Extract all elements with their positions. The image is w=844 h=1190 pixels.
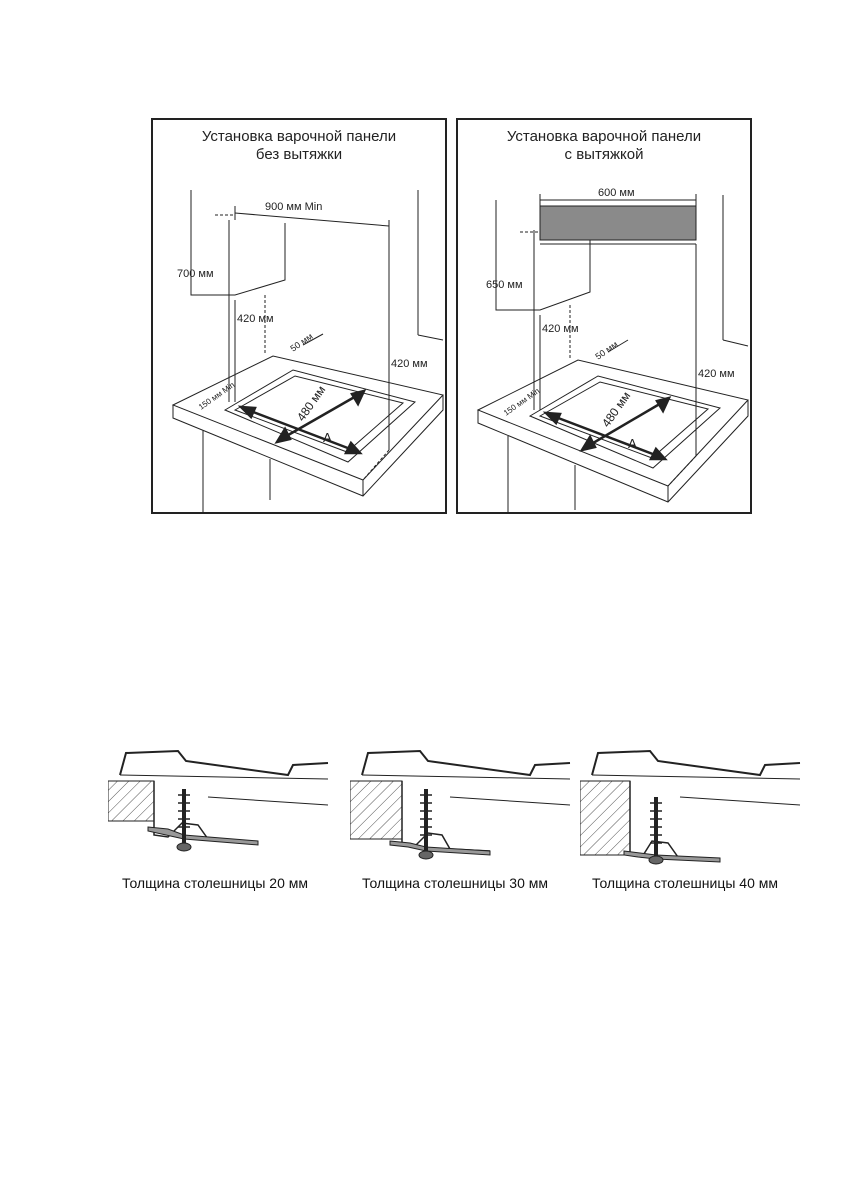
dim-depth-label: 480 мм: [293, 383, 329, 424]
hood: [540, 206, 696, 240]
countertop-caption-20: Толщина столешницы 20 мм: [122, 875, 309, 891]
mounting-bracket-40mm: [580, 745, 802, 865]
dim-front-gap-label: 150 мм Min: [501, 386, 542, 418]
panel-title-line1: Установка варочной панели: [506, 128, 702, 145]
dim-front-gap-label: 150 мм Min: [196, 380, 237, 412]
mounting-bracket-20mm: [108, 745, 330, 865]
countertop-section-20: [108, 745, 330, 865]
dim-a-label: A: [628, 436, 637, 451]
countertop-caption-40: Толщина столешницы 40 мм: [592, 875, 779, 891]
dim-height-left-label: 420 мм: [237, 313, 274, 325]
dim-height-right-label: 420 мм: [391, 358, 428, 370]
mounting-bracket-30mm: [350, 745, 572, 865]
dim-cabinet-height-label: 700 мм: [177, 268, 214, 280]
dim-side-gap-label: 50 мм: [288, 331, 315, 354]
dim-side-gap-label: 50 мм: [593, 339, 620, 362]
countertop-section-40: [580, 745, 802, 865]
dim-cabinet-height-label: 650 мм: [486, 279, 523, 291]
dim-a-label: A: [323, 430, 332, 445]
panel-title-line2: с вытяжкой: [564, 146, 644, 163]
installation-diagram-no-hood: [153, 120, 447, 514]
dim-width-line: [235, 213, 389, 226]
installation-diagram-with-hood: [458, 120, 752, 514]
panel-title-line2: без вытяжки: [255, 146, 343, 163]
hob-outline: [530, 376, 720, 468]
dim-width-label: 600 мм: [598, 187, 635, 199]
countertop-section-30: [350, 745, 572, 865]
countertop-caption-30: Толщина столешницы 30 мм: [362, 875, 549, 891]
panel-title-line1: Установка варочной панели: [201, 128, 397, 145]
dim-width-label: 900 мм Min: [265, 201, 323, 213]
install-without-hood-panel: [151, 118, 447, 514]
dim-depth-label: 480 мм: [598, 389, 634, 430]
dim-height-left-label: 420 мм: [542, 323, 579, 335]
install-with-hood-panel: [456, 118, 752, 514]
dim-a-arrow: [588, 402, 663, 446]
dim-height-right-label: 420 мм: [698, 368, 735, 380]
